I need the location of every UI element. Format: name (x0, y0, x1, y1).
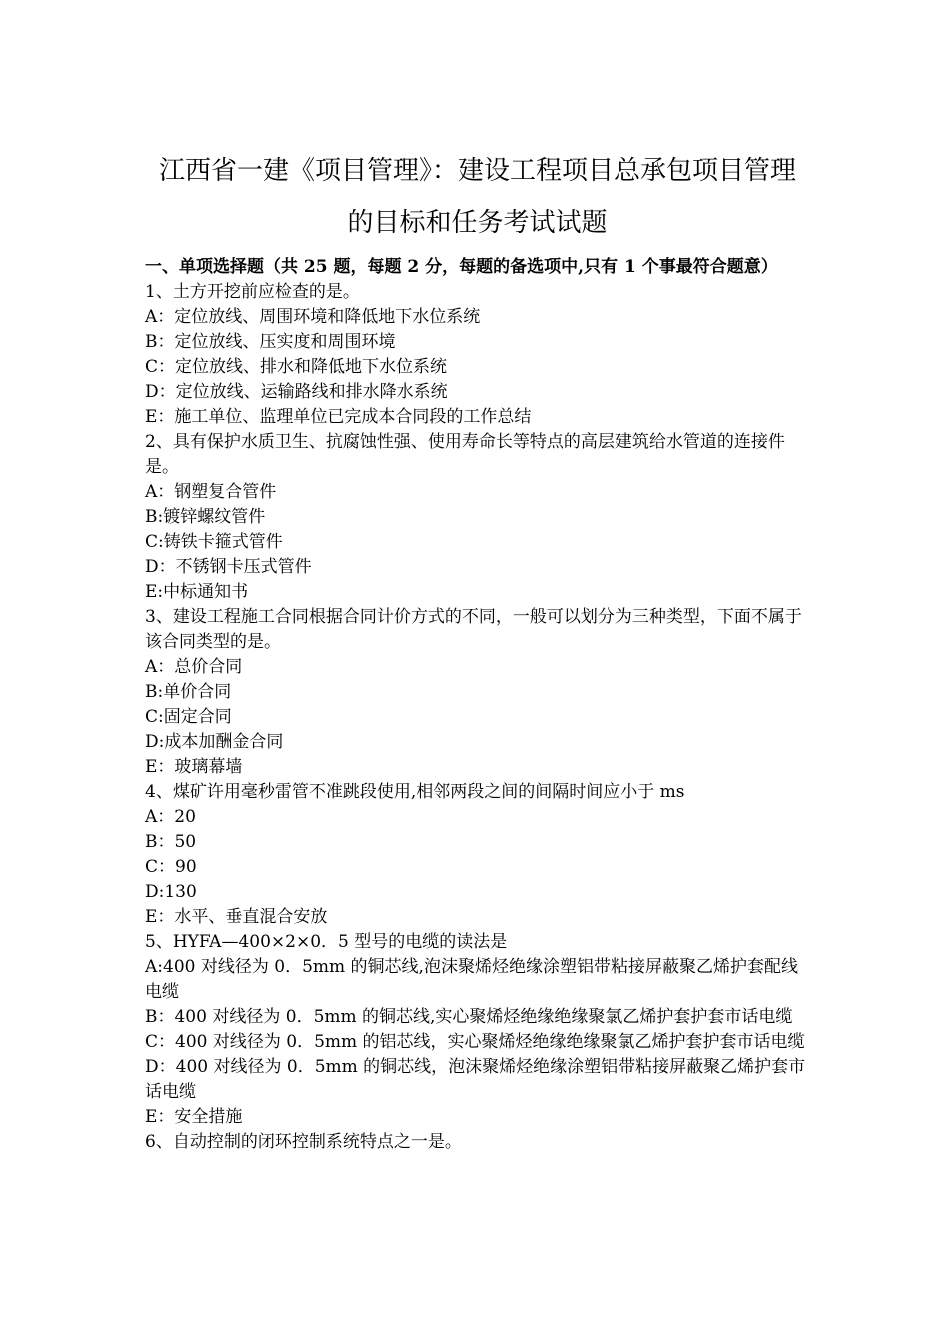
text-line: B：50 (145, 832, 197, 852)
text-line: C：400 对线径为 0．5mm 的铝芯线，实心聚烯烃绝缘绝缘聚氯乙烯护套护套市话电缆 (145, 1032, 805, 1052)
title-line-2: 的目标和任务考试试题 (347, 208, 608, 238)
text-line: D:130 (145, 882, 197, 902)
text-line: C：90 (145, 857, 197, 877)
text-line: E：水平、垂直混合安放 (145, 907, 328, 927)
text-line: C：定位放线、排水和降低地下水位系统 (145, 357, 448, 377)
text-line: 2、具有保护水质卫生、抗腐蚀性强、使用寿命长等特点的高层建筑给水管道的连接件是。 (145, 432, 785, 477)
text-line: D：定位放线、运输路线和排水降水系统 (145, 382, 448, 402)
text-line: E：施工单位、监理单位已完成本合同段的工作总结 (145, 407, 532, 427)
text-line: C:铸铁卡箍式管件 (145, 532, 283, 552)
text-line: 1、土方开挖前应检查的是。 (145, 282, 360, 302)
text-line: E：玻璃幕墙 (145, 757, 243, 777)
text-line: E:中标通知书 (145, 582, 249, 602)
text-line: D：400 对线径为 0．5mm 的铜芯线，泡沫聚烯烃绝缘涂塑铝带粘接屏蔽聚乙烯护套市话电缆 (145, 1057, 806, 1102)
document-title (145, 145, 810, 249)
text-line: 5、HYFA—400×2×0．5 型号的电缆的读法是 (145, 932, 508, 952)
text-line: A：总价合同 (145, 657, 243, 677)
title-line-1: 江西省一建《项目管理》：建设工程项目总承包项目管理 (158, 156, 796, 186)
text-line: B:镀锌螺纹管件 (145, 507, 266, 527)
section-heading: 一、单项选择题（共 25 题，每题 2 分，每题的备选项中,只有 1 个事最符合题意） (145, 257, 778, 277)
text-line: A：钢塑复合管件 (145, 482, 277, 502)
text-line: 4、煤矿许用毫秒雷管不准跳段使用,相邻两段之间的间隔时间应小于 ms (145, 782, 685, 802)
text-line: A：定位放线、周围环境和降低地下水位系统 (145, 307, 481, 327)
text-line: D:成本加酬金合同 (145, 732, 284, 752)
document-body (145, 145, 810, 1155)
text-line: B:单价合同 (145, 682, 232, 702)
text-line: D：不锈钢卡压式管件 (145, 557, 312, 577)
text-line: B：400 对线径为 0．5mm 的铜芯线,实心聚烯烃绝缘绝缘聚氯乙烯护套护套市话电缆 (145, 1007, 793, 1027)
text-line: 3、建设工程施工合同根据合同计价方式的不同，一般可以划分为三种类型，下面不属于该合同类型的是。 (145, 607, 802, 652)
text-line: E：安全措施 (145, 1107, 243, 1127)
text-line: B：定位放线、压实度和周围环境 (145, 332, 396, 352)
text-line: 6、自动控制的闭环控制系统特点之一是。 (145, 1132, 462, 1152)
question-list (145, 280, 810, 1155)
text-line: A：20 (145, 807, 196, 827)
text-line: A:400 对线径为 0．5mm 的铜芯线,泡沫聚烯烃绝缘涂塑铝带粘接屏蔽聚乙烯护套配线电缆 (145, 957, 798, 1002)
text-line: C:固定合同 (145, 707, 232, 727)
